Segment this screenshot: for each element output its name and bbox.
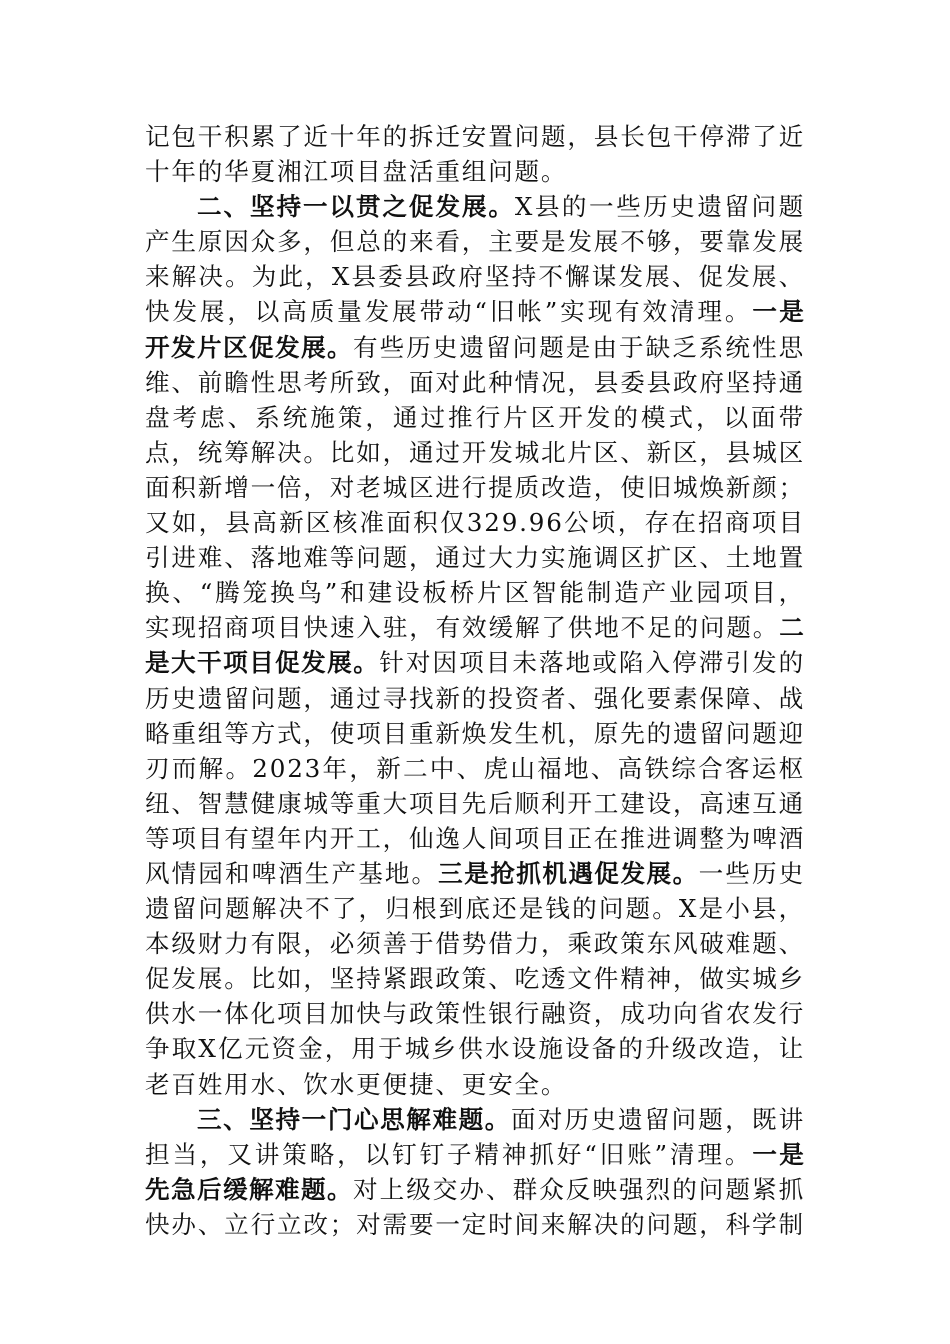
- body-text: 面对历史遗留问题，既讲担当，又讲策略，以钉钉子精神抓好“旧账”清理。: [145, 1104, 805, 1169]
- paragraph-1: [145, 119, 805, 189]
- section-heading: 三、坚持一门心思解难题。: [197, 1104, 511, 1134]
- point-heading: 一是先急后缓解难题。: [145, 1139, 805, 1204]
- point-heading: 二是大干项目促发展。: [145, 613, 805, 678]
- body-text: 针对因项目未落地或陷入停滞引发的历史遗留问题，通过寻找新的投资者、强化要素保障、战略重组等方式，使项目重新焕发生机，原先的遗留问题迎刃而解。2023年，新二中、虎山福地、高铁综合客运枢纽、智慧健康城等重大项目先后顺利开工建设，高速互通等项目有望年内开工，仙逸人间项目正在推进调整为啤酒风情园和啤酒生产基地。: [145, 648, 805, 888]
- document-page: [145, 119, 805, 1242]
- paragraph-2: [145, 189, 805, 1101]
- paragraph-3: [145, 1102, 805, 1242]
- body-text: 一些历史遗留问题解决不了，归根到底还是钱的问题。X是小县，本级财力有限，必须善于借势借力，乘政策东风破难题、促发展。比如，坚持紧跟政策、吃透文件精神，做实城乡供水一体化项目加快与政策性银行融资，成功向省农发行争取X亿元资金，用于城乡供水设施设备的升级改造，让老百姓用水、饮水更便捷、更安全。: [145, 858, 805, 1099]
- body-text: 记包干积累了近十年的拆迁安置问题，县长包干停滞了近十年的华夏湘江项目盘活重组问题。: [145, 122, 805, 187]
- section-heading: 二、坚持一以贯之促发展。: [197, 192, 515, 222]
- point-heading: 三是抢抓机遇促发展。: [438, 858, 699, 888]
- body-text: 有些历史遗留问题是由于缺乏系统性思维、前瞻性思考所致，面对此种情况，县委县政府坚持通盘考虑、系统施策，通过推行片区开发的模式，以面带点，统筹解决。比如，通过开发城北片区、新区，县城区面积新增一倍，对老城区进行提质改造，使旧城焕新颜；又如，县高新区核准面积仅329.96公顷，存在招商项目引进难、落地难等问题，通过大力实施调区扩区、土地置换、“腾笼换鸟”和建设板桥片区智能制造产业园项目，实现招商项目快速入驻，有效缓解了供地不足的问题。: [145, 332, 805, 643]
- body-text: 对上级交办、群众反映强烈的问题紧抓快办、立行立改；对需要一定时间来解决的问题，科学制: [145, 1174, 805, 1239]
- body-text: X县的一些历史遗留问题产生原因众多，但总的来看，主要是发展不够，要靠发展来解决。为此，X县委县政府坚持不懈谋发展、促发展、快发展，以高质量发展带动“旧帐”实现有效清理。: [145, 192, 805, 327]
- point-heading: 一是开发片区促发展。: [145, 297, 805, 362]
